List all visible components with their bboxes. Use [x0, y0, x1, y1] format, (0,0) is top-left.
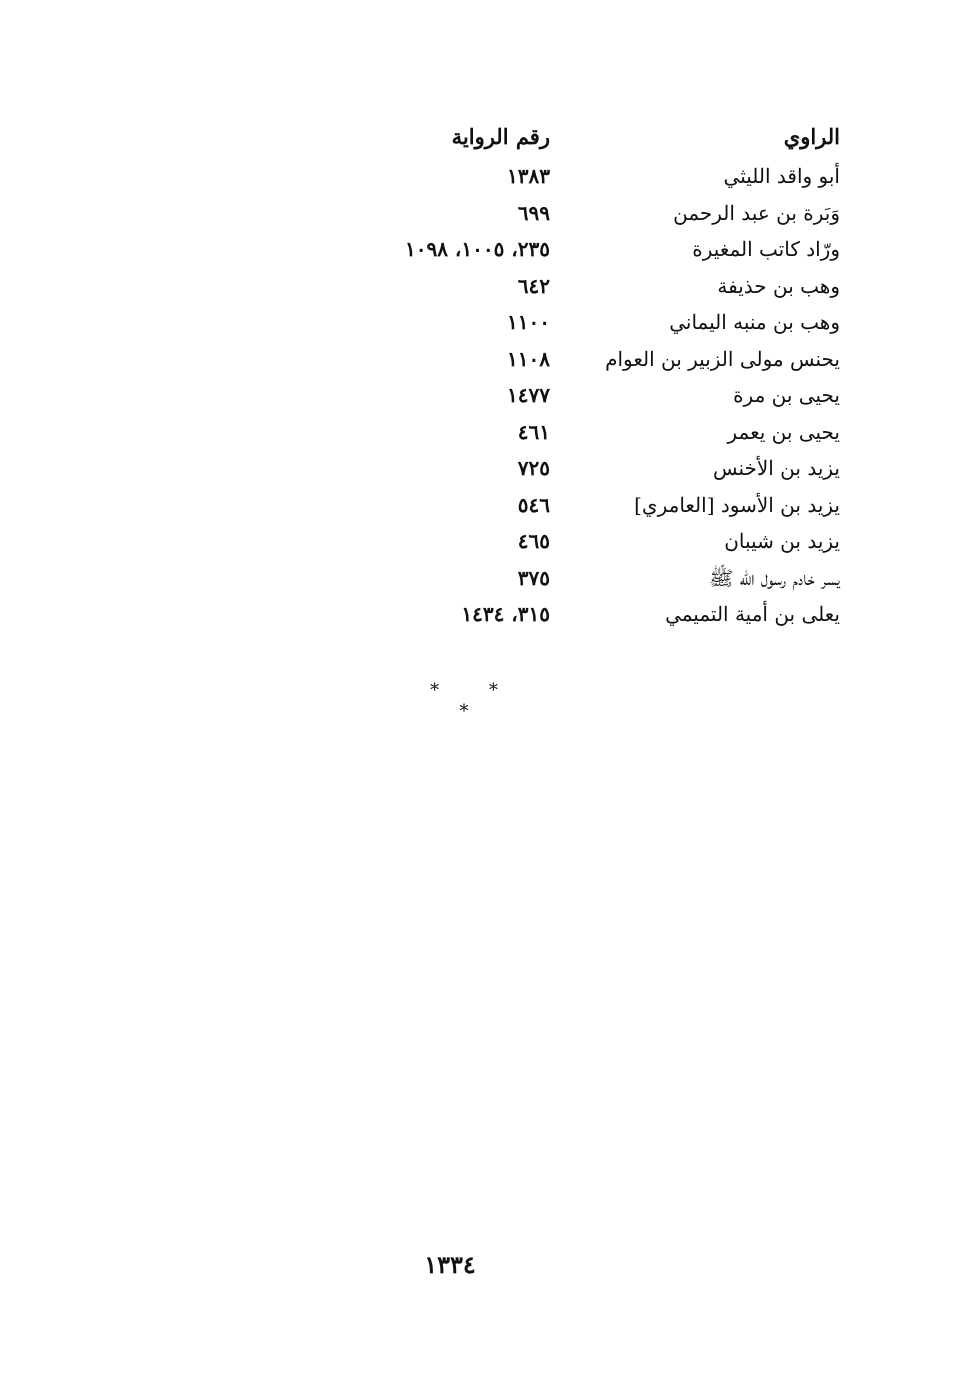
narration-numbers: ٦٩٩	[517, 200, 550, 225]
table-row	[370, 272, 840, 309]
table-row	[370, 381, 840, 418]
narrator-name: يزيد بن شيبان	[724, 529, 840, 553]
narrator-name: يحيى بن يعمر	[727, 419, 840, 444]
narration-numbers: ٤٦١	[517, 419, 550, 444]
table-row	[370, 308, 840, 345]
table-row	[370, 199, 840, 236]
narrator-name: يحنس مولى الزبير بن العوام	[605, 346, 840, 371]
narration-numbers: ١١٠٨	[507, 346, 550, 371]
narration-numbers: ٢٣٥، ١٠٠٥، ١٠٩٨	[404, 237, 550, 261]
table-row	[370, 600, 840, 637]
narrator-name: وهب بن منبه اليماني	[669, 310, 840, 334]
narration-numbers: ٣١٥، ١٤٣٤	[461, 602, 550, 626]
narrator-name: يعلى بن أمية التميمي	[665, 602, 840, 626]
table-row	[370, 235, 840, 272]
table-row	[370, 454, 840, 491]
narration-numbers: ٥٤٦	[517, 492, 550, 517]
narration-numbers: ٦٤٢	[517, 273, 550, 298]
section-separator: * * *	[430, 680, 520, 722]
narrator-name: ورّاد كاتب المغيرة	[692, 237, 840, 261]
narration-numbers: ١١٠٠	[507, 310, 550, 334]
narrator-name: وهب بن حذيفة	[717, 273, 840, 298]
page-number: ١٣٣٤	[424, 1250, 476, 1279]
narrator-name: يحيى بن مرة	[733, 383, 840, 407]
table-row	[370, 162, 840, 199]
narration-numbers: ٤٦٥	[517, 529, 550, 553]
narrator-name: يزيد بن الأخنس	[712, 456, 840, 480]
narrator-index-table	[370, 162, 840, 637]
narration-numbers: ٣٧٥	[517, 565, 550, 590]
table-header	[370, 124, 840, 160]
narrator-name: أبو واقد الليثي	[723, 164, 840, 188]
narrator-name: يزيد بن الأسود [العامري]	[634, 492, 840, 517]
table-row	[370, 527, 840, 564]
narrator-column-header: الراوي	[783, 124, 840, 149]
table-row	[370, 418, 840, 455]
narrator-name: وَبَرة بن عبد الرحمن	[673, 200, 840, 225]
number-column-header: رقم الرواية	[451, 124, 550, 149]
narration-numbers: ٧٢٥	[517, 456, 550, 480]
narrator-name: يسر خادم رسول الله ﷺ	[709, 565, 840, 590]
table-row	[370, 564, 840, 601]
narration-numbers: ١٤٧٧	[507, 383, 550, 407]
table-row	[370, 491, 840, 528]
narration-numbers: ١٣٨٣	[507, 164, 550, 188]
table-row	[370, 345, 840, 382]
